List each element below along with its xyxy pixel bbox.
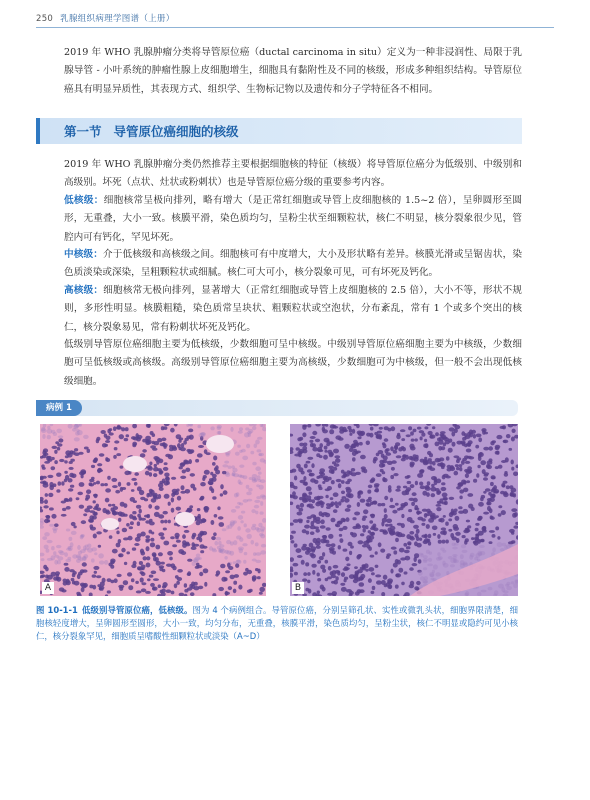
caption-label: 图 10-1-1 xyxy=(36,605,78,615)
section-heading xyxy=(36,118,522,144)
summary-paragraph: 低级别导管原位癌细胞主要为低核级，少数细胞可呈中核级。中级别导管原位癌细胞主要为中核级，少数细胞可呈低核级或高核级。高级别导管原位癌细胞主要为高核级，少数细胞可为中核级，但一般不会出现低核级细胞。 xyxy=(64,339,522,387)
page-number: 250 xyxy=(36,14,54,24)
book-title: 乳腺组织病理学图谱（上册） xyxy=(60,14,175,24)
caption-title: 低级别导管原位癌，低核级。 xyxy=(81,605,193,615)
caption-text: 图为 4 个病例组合。导管原位癌，分别呈筛孔状、实性或微乳头状，细胞界限清楚，细胞核轻度增大，呈卵圆形至圆形，大小一致，均匀分布，无重叠，核膜平滑，染色质均匀，呈粉尘状，核仁不明显或隐约可见小核仁，核分裂象罕见，细胞质呈嗜酸性细颗粒状或淡染（A~D） xyxy=(36,605,518,642)
micrograph-a xyxy=(40,424,266,596)
panel-label-a: A xyxy=(42,582,54,594)
running-head xyxy=(36,12,175,24)
high-grade-label: 高核级： xyxy=(64,285,104,296)
section-title: 导管原位癌细胞的核级 xyxy=(113,124,239,139)
mid-grade-text: 介于低核级和高核级之间。细胞核可有中度增大，大小及形状略有差异。核膜光滑或呈锯齿状，染色质淡染或深染，呈粗颗粒状或细腻。核仁可大可小，核分裂象可见，可有坏死及钙化。 xyxy=(64,249,523,279)
high-grade-paragraph xyxy=(64,282,522,337)
high-grade-text: 细胞核常无极向排列，显著增大（正常红细胞或导管上皮细胞核的 2.5 倍），大小不等，形状不规则，多形性明显。核膜粗糙，染色质常呈块状、粗颗粒状或空泡状，分布紊乱，常有 1 个或多个突出的核仁，核分裂象易见，常有粉刺状坏死及钙化。 xyxy=(64,285,523,333)
low-grade-label: 低核级： xyxy=(64,195,104,206)
grading-intro-paragraph: 2019 年 WHO 乳腺肿瘤分类仍然推荐主要根据细胞核的特征（核级）将导管原位癌分为低级别、中级别和高级别。坏死（点状、灶状或粉刺状）也是导管原位癌分级的重要参考内容。 xyxy=(64,159,522,189)
micrograph-b xyxy=(290,424,518,596)
low-grade-paragraph xyxy=(64,192,522,247)
mid-grade-paragraph xyxy=(64,246,522,283)
header-rule xyxy=(36,27,554,28)
micrograph-a-image xyxy=(40,424,266,596)
mid-grade-label: 中核级： xyxy=(64,249,103,260)
section-number: 第一节 xyxy=(64,124,102,139)
panel-label-b: B xyxy=(292,582,304,594)
intro-paragraph: 2019 年 WHO 乳腺肿瘤分类将导管原位癌（ductal carcinoma in situ）定义为一种非浸润性、局限于乳腺导管 - 小叶系统的肿瘤性腺上皮细胞增生，细胞具有黏附性及不同的核级，形成多种组织结构。导管原位癌具有明显异质性，其表现方式、组织学、生物标记物以及遗传和分子学特征各不相同。 xyxy=(64,47,522,95)
micrograph-b-image xyxy=(290,424,518,596)
figure-caption xyxy=(36,604,518,644)
low-grade-text: 细胞核常呈极向排列，略有增大（是正常红细胞或导管上皮细胞核的 1.5~2 倍），呈卵圆形至圆形，无重叠，大小一致。核膜平滑，染色质均匀，呈粉尘状至细颗粒状，核仁不明显，核分裂象很少见，管腔内可有钙化，罕见坏死。 xyxy=(64,195,522,243)
case-bar xyxy=(36,400,518,416)
case-label: 病例 1 xyxy=(36,400,82,416)
